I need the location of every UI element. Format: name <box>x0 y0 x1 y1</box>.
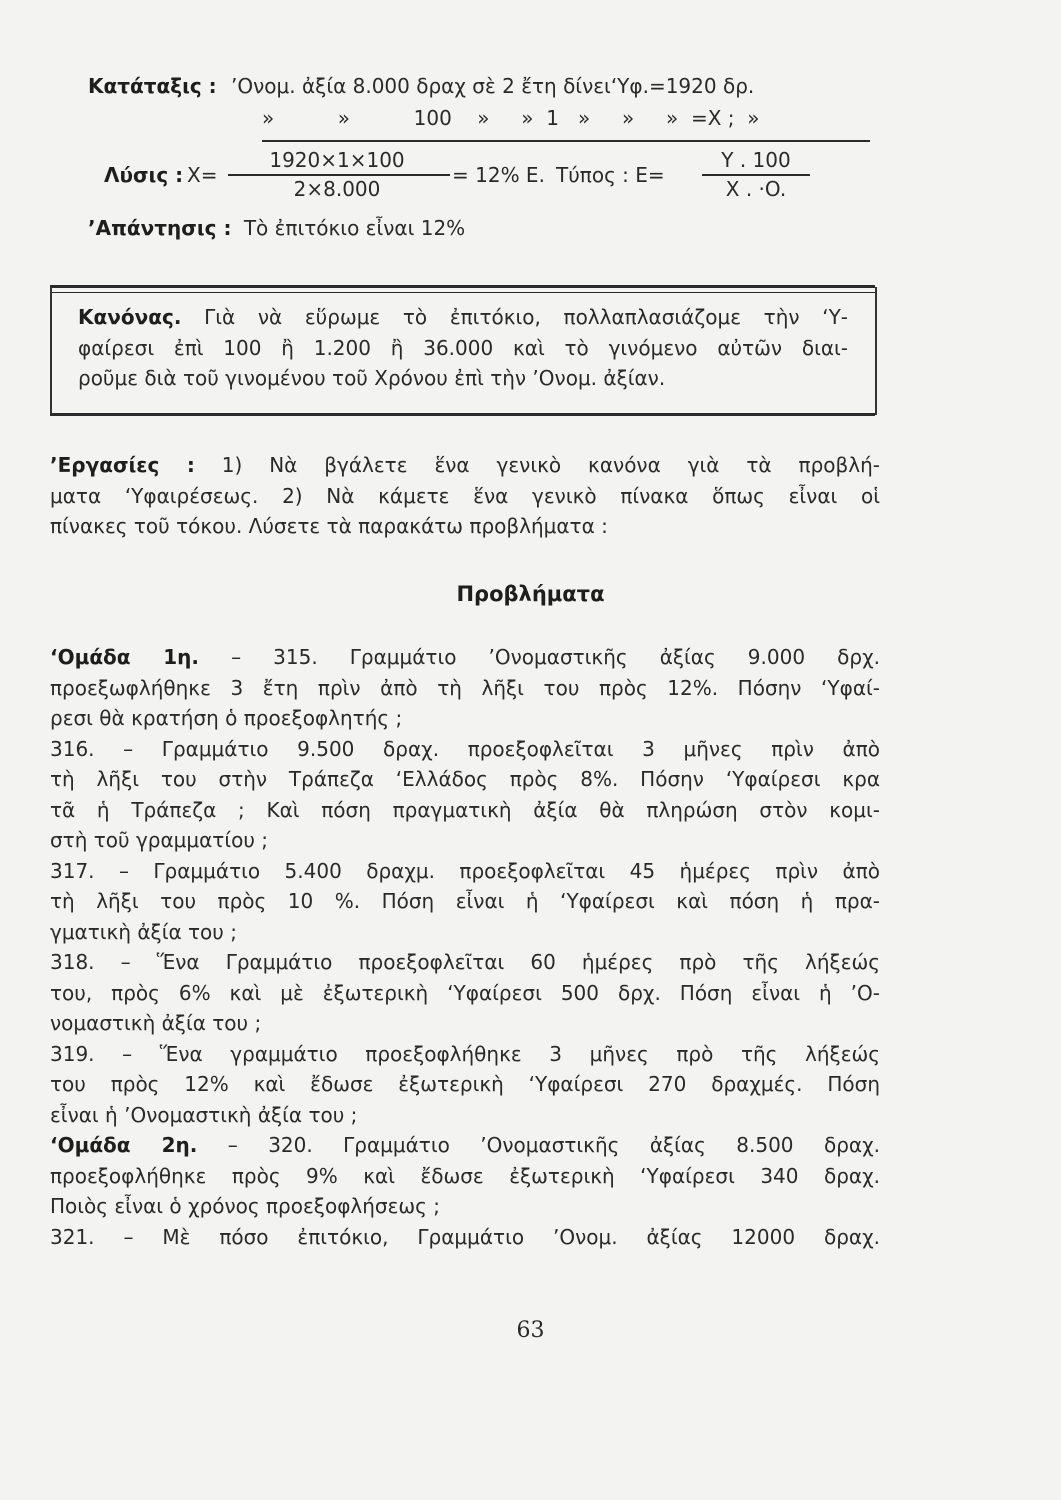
formula-numerator: Y . 100 <box>721 148 791 172</box>
group-label: ‘Ομάδα 1η. <box>50 645 199 669</box>
problem-line: – 320. Γραμμάτιο ’Ονομαστικῆς ἀξίας 8.500 δραχ. <box>227 1133 880 1157</box>
problem-line: εἶναι ἡ ’Ονομαστικὴ ἀξία του ; <box>50 1102 358 1127</box>
rule-text <box>78 302 848 394</box>
problem-line: 321. – Μὲ πόσο ἐπιτόκιο, Γραμμάτιο ’Ονομ. ἀξίας 12000 δραχ. <box>50 1224 880 1249</box>
solution-denominator: 2×8.000 <box>293 177 381 201</box>
solution-label: Λύσις : <box>104 163 184 187</box>
group-label: ‘Ομάδα 2η. <box>50 1133 198 1157</box>
problem-line: νομαστικὴ ἀξία του ; <box>50 1011 262 1035</box>
solution-x-eq: X= <box>187 163 218 187</box>
problem-line: στὴ τοῦ γραμματίου ; <box>50 828 269 852</box>
solution-fraction-bar <box>228 174 450 176</box>
problems-list <box>50 642 880 1252</box>
classification-label: Κατάταξις : <box>88 74 217 98</box>
problem-line: τὴ λῆξι του στὴν Τράπεζα ‘Ελλάδος πρὸς 8%. Πόσην ‘Υφαίρεσι κρα <box>50 767 880 791</box>
exercises-label: ’Εργασίες : <box>50 453 195 477</box>
problem-line: ρεσι θὰ κρατήση ὁ προεξοφλητής ; <box>50 706 403 730</box>
solution-numerator: 1920×1×100 <box>269 148 405 172</box>
classification-underline <box>262 140 870 142</box>
problem-line: του πρὸς 12% καὶ ἔδωσε ἐξωτερικὴ ‘Υφαίρεσι 270 δραχμές. Πόση <box>50 1072 880 1096</box>
problem-line: προεξοφλήθηκε πρὸς 9% καὶ ἔδωσε ἐξωτερικὴ ‘Υφαίρεσι 340 δραχ. <box>50 1163 880 1188</box>
problems-heading: Προβλήματα <box>456 582 605 606</box>
rule-line: Γιὰ νὰ εὕρωμε τὸ ἐπιτόκιο, πολλαπλασιάζομε τὴν ‘Υ- <box>204 305 848 329</box>
solution-type-label: Τύπος : E= <box>556 163 665 187</box>
exercises-line: ματα ‘Υφαιρέσεως. 2) Νὰ κάμετε ἕνα γενικὸ πίνακα ὅπως εἶναι οἱ <box>50 483 880 508</box>
solution-result: = 12% E. <box>452 163 545 187</box>
problem-line: τὴ λῆξι του πρὸς 10 %. Πόση εἶναι ἡ ‘Υφαίρεσι καὶ πόση ἡ πρα- <box>50 889 880 913</box>
answer-line <box>88 216 465 240</box>
problem-line: του, πρὸς 6% καὶ μὲ ἐξωτερικὴ ‘Υφαίρεσι 500 δρχ. Πόση εἶναι ἡ ’Ο- <box>50 980 880 1005</box>
answer-label: ’Απάντησις : <box>88 216 232 240</box>
problem-line: – 315. Γραμμάτιο ’Ονομαστικῆς ἀξίας 9.000 δρχ. <box>231 645 880 669</box>
exercises-line: πίνακες τοῦ τόκου. Λύσετε τὰ παρακάτω προβλήματα : <box>50 514 608 538</box>
problem-line: προεξωφλήθηκε 3 ἔτη πρὶν ἀπὸ τὴ λῆξι του πρὸς 12%. Πόσην ‘Υφαί- <box>50 675 880 700</box>
problem-line: 316. – Γραμμάτιο 9.500 δραχ. προεξοφλεῖται 3 μῆνες πρὶν ἀπὸ <box>50 736 880 761</box>
formula-denominator: X . ·O. <box>725 177 787 201</box>
classification-text: ’Ονομ. ἀξία 8.000 δραχ σὲ 2 ἔτη δίνει‘Υφ.=1920 δρ. <box>231 74 755 98</box>
rule-line: φαίρεσι ἐπὶ 100 ἢ 1.200 ἢ 36.000 καὶ τὸ γινόμενο αὐτῶν διαι- <box>78 335 848 360</box>
problem-line: γματικὴ ἀξία του ; <box>50 919 237 944</box>
formula-fraction-bar <box>702 174 810 176</box>
exercises-text <box>50 450 880 542</box>
problem-line: τᾶ ἡ Τράπεζα ; Καὶ πόση πραγματικὴ ἀξία θὰ πληρώση στὸν κομι- <box>50 797 880 822</box>
exercises-line: 1) Νὰ βγάλετε ἕνα γενικὸ κανόνα γιὰ τὰ προβλή- <box>221 453 880 477</box>
answer-text: Τὸ ἐπιτόκιο εἶναι 12% <box>243 216 466 240</box>
problem-line: 319. – Ἕνα γραμμάτιο προεξοφλήθηκε 3 μῆνες πρὸ τῆς λήξεώς <box>50 1041 880 1066</box>
rule-bottom-border <box>50 413 875 416</box>
classification-line-2: » » 100 » » 1 » » » =X ; » <box>262 106 760 130</box>
classification-line-1 <box>88 74 754 98</box>
page-number: 63 <box>516 1318 545 1343</box>
rule-line: ροῦμε διὰ τοῦ γινομένου τοῦ Χρόνου ἐπὶ τὴν ’Ονομ. ἀξίαν. <box>78 366 666 390</box>
problem-line: Ποιὸς εἶναι ὁ χρόνος προεξοφλήσεως ; <box>50 1194 440 1218</box>
problem-line: 318. – Ἕνα Γραμμάτιο προεξοφλεῖται 60 ἡμέρες πρὸ τῆς λήξεώς <box>50 950 880 974</box>
rule-label: Κανόνας. <box>78 305 182 329</box>
problem-line: 317. – Γραμμάτιο 5.400 δραχμ. προεξοφλεῖται 45 ἡμέρες πρὶν ἀπὸ <box>50 858 880 883</box>
